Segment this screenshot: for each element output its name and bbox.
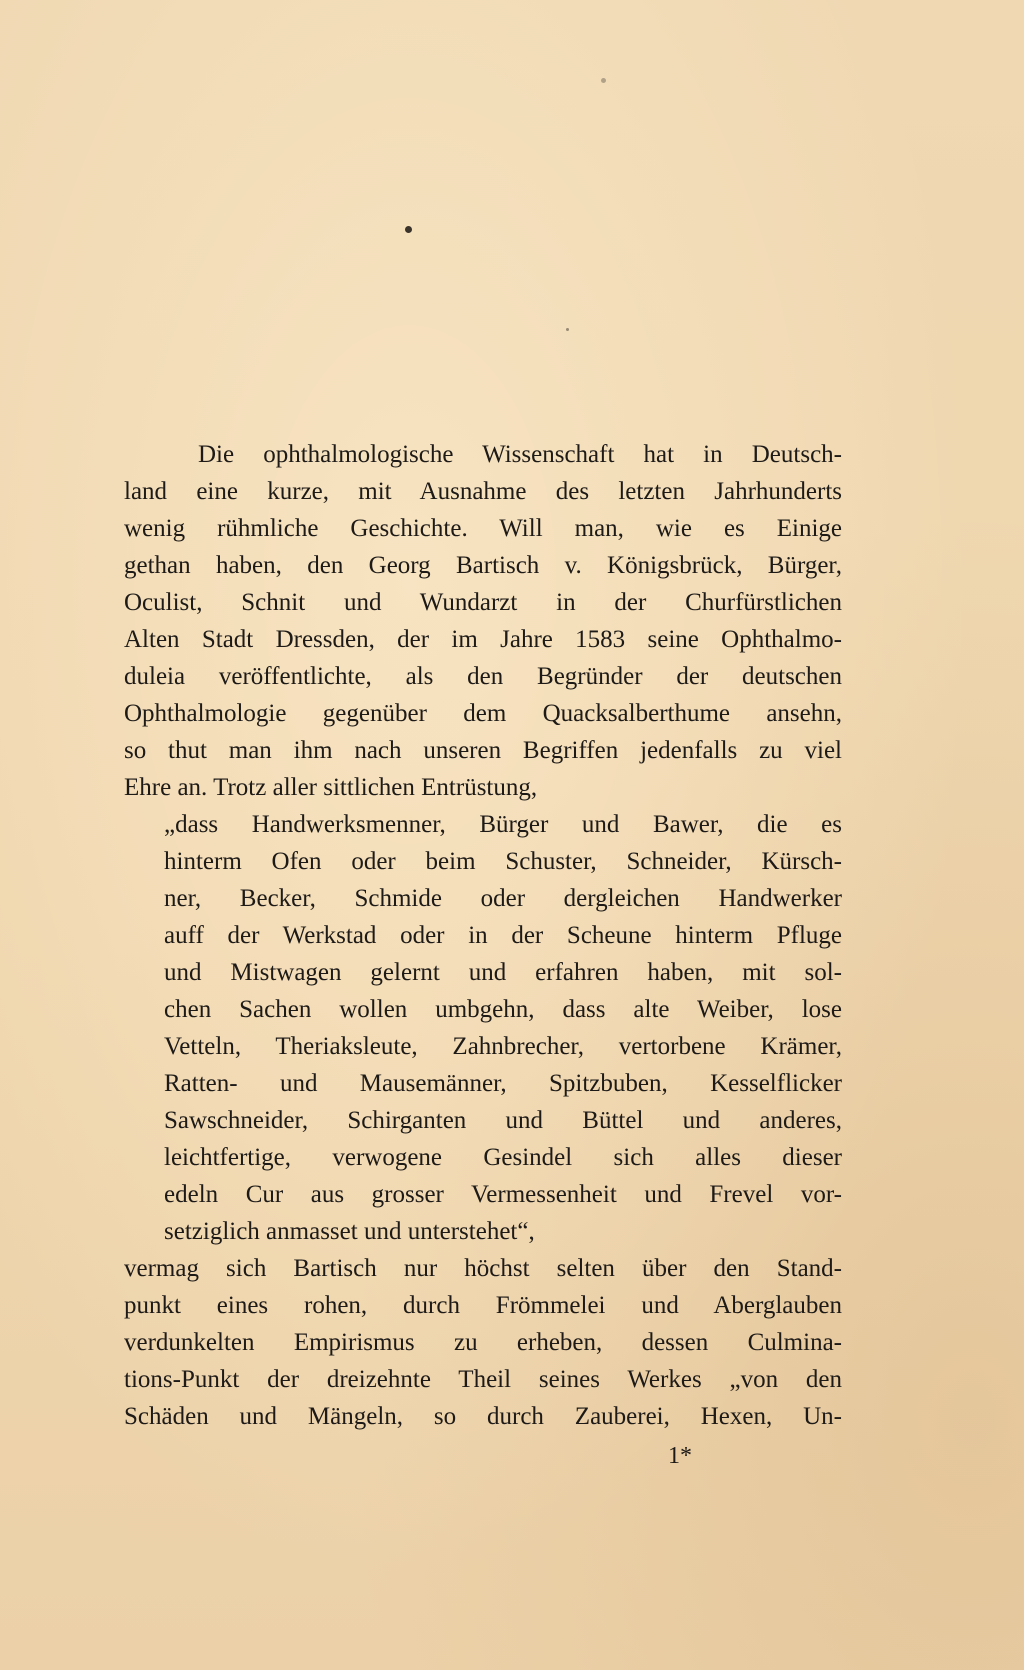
- text-line: punkt eines rohen, durch Frömmelei und Aberglauben: [124, 1292, 842, 1319]
- quote-line: Vetteln, Theriaksleute, Zahnbrecher, vertorbene Krämer,: [164, 1033, 842, 1060]
- ink-speck: [566, 328, 569, 331]
- text-line: Oculist, Schnit und Wundarzt in der Churfürstlichen: [124, 589, 842, 616]
- quote-line: edeln Cur aus grosser Vermessenheit und Frevel vor-: [164, 1181, 842, 1208]
- paragraph-2: [124, 1250, 842, 1435]
- quote-line: auff der Werkstad oder in der Scheune hinterm Pfluge: [164, 922, 842, 949]
- text-line: tions-Punkt der dreizehnte Theil seines Werkes „von den: [124, 1366, 842, 1393]
- text-line: Schäden und Mängeln, so durch Zauberei, Hexen, Un-: [124, 1403, 842, 1430]
- text-line: land eine kurze, mit Ausnahme des letzten Jahrhunderts: [124, 478, 842, 505]
- paragraph-1: [124, 436, 842, 806]
- quote-line: ner, Becker, Schmide oder dergleichen Handwerker: [164, 885, 842, 912]
- text-line: so thut man ihm nach unseren Begriffen jedenfalls zu viel: [124, 737, 842, 764]
- text-line: gethan haben, den Georg Bartisch v. Königsbrück, Bürger,: [124, 552, 842, 579]
- text-line: Ehre an. Trotz aller sittlichen Entrüstung,: [124, 774, 538, 801]
- quote-line: chen Sachen wollen umbgehn, dass alte Weiber, lose: [164, 996, 842, 1023]
- text-line: Alten Stadt Dressden, der im Jahre 1583 seine Ophthalmo-: [124, 626, 842, 653]
- quote-line: „dass Handwerksmenner, Bürger und Bawer, die es: [164, 811, 842, 838]
- text-line: Die ophthalmologische Wissenschaft hat in Deutsch-: [198, 441, 842, 468]
- text-line: Ophthalmologie gegenüber dem Quacksalberthume ansehn,: [124, 700, 842, 727]
- text-line: verdunkelten Empirismus zu erheben, dessen Culmina-: [124, 1329, 842, 1356]
- quote-line: und Mistwagen gelernt und erfahren haben, mit sol-: [164, 959, 842, 986]
- body-text: [124, 436, 842, 1435]
- quote-line: Sawschneider, Schirganten und Büttel und anderes,: [164, 1107, 842, 1134]
- quotation: [124, 806, 842, 1250]
- ink-speck: [405, 226, 412, 233]
- text-line: vermag sich Bartisch nur höchst selten über den Stand-: [124, 1255, 842, 1282]
- quote-line: Ratten- und Mausemänner, Spitzbuben, Kesselflicker: [164, 1070, 842, 1097]
- page-signature: 1*: [668, 1443, 692, 1469]
- text-line: duleia veröffentlichte, als den Begründer der deutschen: [124, 663, 842, 690]
- quote-line: setziglich anmasset und unterstehet“,: [164, 1218, 535, 1245]
- text-line: wenig rühmliche Geschichte. Will man, wie es Einige: [124, 515, 842, 542]
- quote-line: leichtfertige, verwogene Gesindel sich alles dieser: [164, 1144, 842, 1171]
- quote-line: hinterm Ofen oder beim Schuster, Schneider, Kürsch-: [164, 848, 842, 875]
- ink-speck: [601, 78, 606, 83]
